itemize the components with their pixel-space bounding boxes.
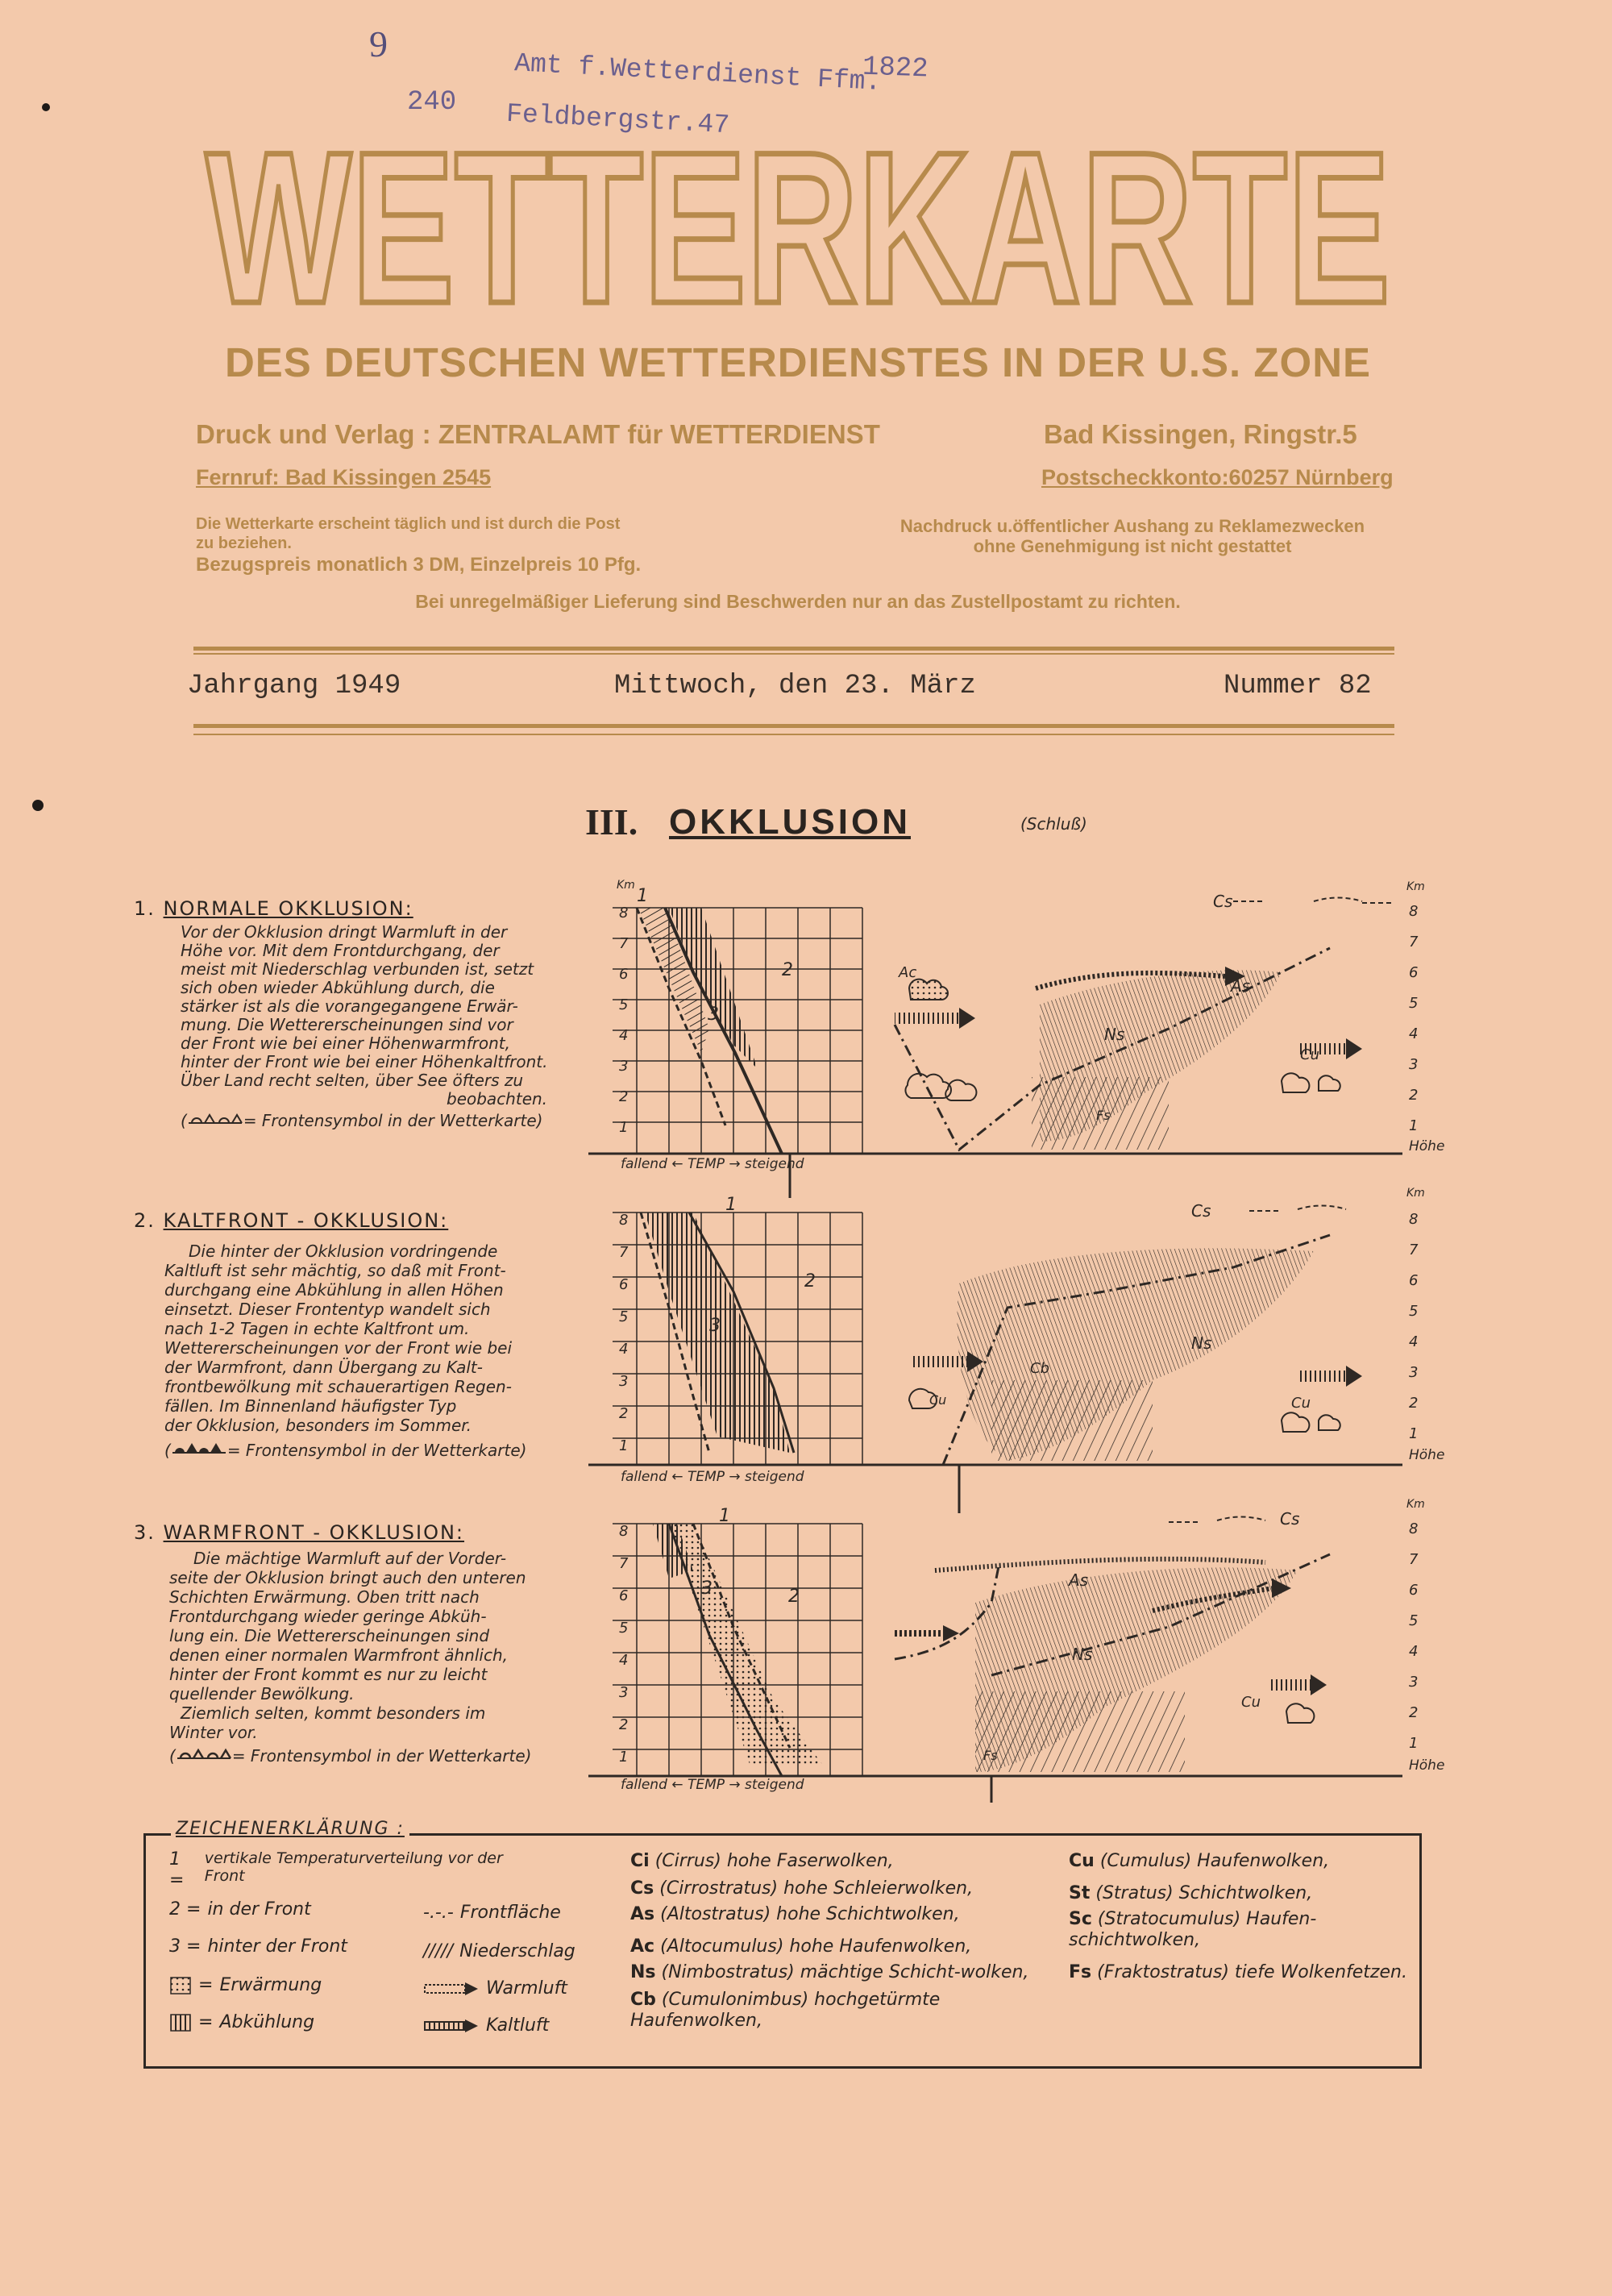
axis-tick: 1: [619, 1437, 629, 1454]
legend-col-3: [630, 1851, 1066, 2032]
arrowhead-icon: [959, 1008, 975, 1029]
axis-tick: 4: [619, 1027, 629, 1044]
symbol-note-text: = Frontensymbol in der Wetterkarte): [231, 1746, 532, 1766]
cloud-label-cu: Cu: [1291, 1395, 1311, 1412]
legend-text: Niederschlag: [459, 1941, 575, 1961]
cirrostratus-line: [1249, 1206, 1346, 1212]
legend-abbr: Sc: [1069, 1909, 1092, 1929]
axis-tick: 8: [619, 1212, 629, 1229]
text-line: Die hinter der Okklusion vordringende: [189, 1242, 498, 1261]
legend-abbr: Ci: [630, 1851, 650, 1871]
legend-col-4: [1069, 1851, 1407, 1983]
legend-key: 2 =: [169, 1899, 202, 1920]
axis-tick: 4: [619, 1652, 629, 1669]
axis-tick: 1: [619, 1119, 629, 1136]
axis-tick: 2: [619, 1716, 629, 1733]
legend-text: (Altostratus) hohe Schichtwolken,: [660, 1904, 960, 1924]
legend-abbr: St: [1069, 1883, 1091, 1903]
axis-tick: 6: [619, 1276, 629, 1293]
legend-text: (Stratocumulus) Haufen-schichtwolken,: [1069, 1909, 1317, 1950]
cloud-label-cu: Cu: [1300, 1046, 1319, 1063]
fallend-label: fallend: [621, 1469, 667, 1485]
cloud-label-cu: Cu: [929, 1392, 947, 1408]
reprint-notice: [866, 516, 1398, 556]
axis-tick: 4: [1409, 1333, 1419, 1350]
km-axis-label: Km: [1406, 1498, 1425, 1511]
warming-region: [669, 1524, 822, 1764]
axis-tick: 5: [1409, 1303, 1419, 1320]
section-heading: [134, 1209, 609, 1232]
article-title: OKKLUSION: [669, 802, 911, 842]
text-line: Schichten Erwärmung. Oben tritt nach: [169, 1587, 480, 1607]
text-line: denen einer normalen Warmfront ähnlich,: [169, 1645, 508, 1665]
axis-tick: 8: [1409, 1211, 1419, 1228]
legend-item: [169, 1849, 516, 1891]
temp-axis-label: fallend ← TEMP → steigend: [621, 1777, 804, 1793]
text-line: meist mit Niederschlag verbunden ist, setzt: [181, 959, 534, 979]
section-coldfront-occlusion: [134, 1209, 609, 1460]
legend-col-2: [423, 1903, 633, 2036]
text-line: Frontdurchgang wieder geringe Abküh-: [169, 1607, 487, 1626]
cirrostratus-line: [1233, 898, 1394, 904]
cloud-label-ac: Ac: [899, 964, 917, 981]
axis-tick: 6: [619, 1587, 629, 1604]
axis-tick: 8: [619, 1523, 629, 1540]
right-axis-ticks-1: [1409, 896, 1418, 1142]
legend-text: (Fraktostratus) tiefe Wolkenfetzen.: [1097, 1962, 1407, 1982]
axis-tick: 3: [619, 1058, 629, 1075]
legend-item: [630, 1962, 1066, 1983]
cloud-label-fs: Fs: [983, 1748, 998, 1763]
masthead-title-text: WETTERKARTE: [206, 137, 1390, 331]
legend-item: [630, 1878, 1066, 1899]
km-axis-label: Km: [617, 879, 635, 892]
text-line: mung. Die Wettererscheinungen sind vor: [181, 1015, 513, 1034]
text-line: quellender Bewölkung.: [169, 1684, 355, 1703]
publisher-line: Druck und Verlag : ZENTRALAMT für WETTERDIENST: [196, 419, 880, 449]
legend-text: (Nimbostratus) mächtige Schicht-wolken,: [661, 1962, 1029, 1982]
legend-item: [1069, 1883, 1407, 1904]
diagram-warmfront-occlusion: [588, 1506, 1459, 1804]
altocumulus-cloud-icon: [909, 980, 948, 1000]
cloud-label-fs: Fs: [1096, 1108, 1111, 1123]
legend-key: -.-.-: [423, 1903, 454, 1923]
legend-key: 3 =: [169, 1936, 202, 1957]
issue-number: Nummer 82: [1224, 671, 1372, 701]
legend-abbr: Fs: [1069, 1962, 1092, 1982]
axis-tick: 1: [1409, 1117, 1419, 1134]
curve-label-1: 1: [637, 886, 648, 906]
legend-text: (Cirrostratus) hohe Schleierwolken,: [659, 1878, 974, 1899]
issue-volume: Jahrgang 1949: [187, 671, 401, 701]
legend-abbr: Cb: [630, 1990, 656, 2010]
axis-tick: 6: [1409, 964, 1419, 981]
diagram-coldfront-occlusion: [588, 1195, 1459, 1517]
cumulus-cloud-icon: [1282, 1412, 1309, 1432]
axis-tick: 5: [1409, 995, 1419, 1012]
axis-tick: 8: [1409, 903, 1419, 920]
symbol-note-text: = Frontensymbol in der Wetterkarte): [243, 1111, 543, 1130]
axis-tick: 7: [619, 1244, 629, 1261]
steigend-label: steigend: [745, 1777, 804, 1793]
subscription-line: Die Wetterkarte erscheint täglich und ist durch die Post: [196, 515, 621, 533]
fallend-label: fallend: [621, 1156, 667, 1172]
axis-tick: 3: [1409, 1364, 1419, 1381]
handwritten-number-240: 240: [407, 87, 457, 118]
section-heading: [134, 897, 585, 920]
cloud-label-as: As: [1231, 976, 1251, 996]
legend-item: [423, 1941, 633, 1962]
cumulus-cloud-icon: [1319, 1075, 1340, 1091]
cold-air-arrow-icon: [1270, 1679, 1311, 1691]
km-axis-label: Km: [1406, 1187, 1425, 1200]
axis-tick: 2: [1409, 1395, 1419, 1412]
precipitation: [975, 1691, 1185, 1772]
text-line: der Okklusion, besonders im Sommer.: [164, 1416, 472, 1435]
cloud-label-ns: Ns: [1104, 1025, 1125, 1044]
text-line: hinter der Front wie bei einer Höhenkaltfront.: [181, 1052, 548, 1071]
left-axis-ticks-1: [619, 898, 628, 1143]
curve-label-1: 1: [719, 1506, 730, 1526]
legend-abbr: Ns: [630, 1962, 656, 1982]
cumulus-cloud-icon: [1286, 1703, 1314, 1723]
axis-tick: 3: [619, 1684, 629, 1701]
axis-tick: 2: [619, 1088, 629, 1105]
cold-air-arrow-icon: [895, 1013, 959, 1024]
text-line: der Warmfront, dann Übergang zu Kalt-: [164, 1358, 483, 1377]
article-roman: III.: [585, 801, 638, 842]
section-heading-text: NORMALE OKKLUSION:: [163, 897, 413, 920]
legend-abbr: Cs: [630, 1878, 654, 1899]
axis-tick: 6: [619, 966, 629, 983]
axis-tick: 4: [1409, 1025, 1419, 1042]
header-rule-top-thin: [193, 653, 1394, 655]
left-axis-ticks-2: [619, 1204, 628, 1462]
diagram-normal-occlusion: [588, 884, 1459, 1198]
punch-mark: [32, 800, 44, 811]
temp-label: TEMP: [687, 1156, 725, 1172]
subscription-line: zu beziehen.: [196, 534, 292, 552]
axis-tick: 6: [1409, 1582, 1419, 1599]
axis-tick: 5: [619, 996, 629, 1013]
legend-abbr: As: [630, 1904, 655, 1924]
page-number-pencil: 9: [369, 23, 388, 64]
right-axis-ticks-3: [1409, 1514, 1418, 1759]
legend-text: hinter der Front: [207, 1936, 347, 1957]
legend-item: [423, 2015, 633, 2036]
axis-tick: 1: [1409, 1425, 1419, 1442]
legend-abbr: Cu: [1069, 1851, 1095, 1871]
issue-date: Mittwoch, den 23. März: [614, 671, 976, 701]
text-line: fällen. Im Binnenland häufigster Typ: [164, 1396, 457, 1416]
left-axis-ticks-3: [619, 1516, 628, 1774]
cold-air-arrow-icon: [1298, 1371, 1346, 1382]
cloud-label-cs: Cs: [1191, 1201, 1211, 1221]
legend-key: 1 =: [169, 1849, 185, 1890]
text-line: beobachten.: [447, 1089, 548, 1108]
text-line: Kaltluft ist sehr mächtig, so daß mit Front-: [164, 1261, 506, 1280]
axis-tick: 8: [1409, 1520, 1419, 1537]
axis-tick: 7: [1409, 934, 1419, 950]
temp-label: TEMP: [687, 1777, 725, 1793]
legend-item: [630, 1990, 1066, 2032]
cloud-label-cs: Cs: [1280, 1509, 1300, 1529]
cold-air-arrow-icon: [423, 2018, 480, 2034]
cloud-label-cb: Cb: [1030, 1360, 1049, 1377]
warming-swatch-icon: [169, 1976, 192, 1995]
fallend-label: fallend: [621, 1777, 667, 1793]
axis-tick: 3: [619, 1373, 629, 1390]
legend-item: [423, 1978, 633, 1999]
complaints-line: Bei unregelmäßiger Lieferung sind Beschwerden nur an das Zustellpostamt zu richten.: [415, 591, 1181, 612]
text-line: stärker ist als die vorangegangene Erwär-: [181, 996, 518, 1016]
axis-tick: 2: [1409, 1704, 1419, 1721]
cooling-swatch-icon: [169, 2013, 192, 2032]
legend-text: Frontfläche: [459, 1903, 561, 1923]
legend-text: (Stratus) Schichtwolken,: [1095, 1883, 1313, 1903]
legend-item: [630, 1904, 1066, 1925]
curve-label-2: 2: [788, 1587, 800, 1607]
curve-label-3: 3: [701, 1578, 713, 1599]
text-line: nach 1-2 Tagen in echte Kaltfront um.: [164, 1319, 470, 1338]
temp-label: TEMP: [687, 1469, 725, 1485]
axis-tick: 7: [619, 1555, 629, 1572]
section-warmfront-occlusion: [134, 1521, 609, 1766]
cumulus-cloud-icon: [945, 1080, 976, 1100]
stamp-line-2: Feldbergstr.47: [505, 98, 731, 141]
front-symbol-icon: [187, 1110, 243, 1126]
right-axis-ticks-2: [1409, 1204, 1418, 1450]
symbol-note: ( = Frontensymbol in der Wetterkarte): [181, 1111, 543, 1130]
legend-key: =: [198, 2012, 214, 2032]
legend-item: [1069, 1851, 1407, 1872]
legend-text: (Cumulonimbus) hochgetürmte Haufenwolken,: [630, 1990, 941, 2031]
front-symbol-icon: [176, 1745, 232, 1762]
axis-tick: 4: [619, 1341, 629, 1358]
axis-tick: 4: [1409, 1643, 1419, 1660]
header-rule-top: [193, 647, 1394, 651]
warm-air-arrow-icon: [423, 1981, 480, 1997]
text-line: Höhe vor. Mit dem Frontdurchgang, der: [181, 941, 500, 960]
axis-tick: 2: [1409, 1087, 1419, 1104]
section-number: 2.: [134, 1209, 156, 1232]
masthead-subtitle: DES DEUTSCHEN WETTERDIENSTES IN DER U.S. ZONE: [224, 339, 1372, 385]
symbol-note: ( = Frontensymbol in der Wetterkarte): [164, 1441, 527, 1460]
legend-text: in der Front: [207, 1899, 311, 1920]
text-line: Wettererscheinungen vor der Front wie bei: [164, 1338, 513, 1358]
section-body: [134, 1242, 609, 1460]
cumulus-cloud-icon: [1282, 1073, 1309, 1092]
arrowhead-icon: [1311, 1674, 1327, 1695]
temp-axis-label: fallend ← TEMP → steigend: [621, 1156, 804, 1172]
legend-item: [1069, 1962, 1407, 1983]
article-note: (Schluß): [1020, 814, 1087, 834]
price-line: Bezugspreis monatlich 3 DM, Einzelpreis 10 Pfg.: [196, 554, 642, 576]
text-line: sich oben wieder Abkühlung durch, die: [181, 978, 495, 997]
legend-item: [630, 1936, 1066, 1957]
steigend-label: steigend: [745, 1156, 804, 1172]
cloud-label-cu: Cu: [1241, 1694, 1261, 1711]
text-line: durchgang eine Abkühlung in allen Höhen: [164, 1280, 504, 1300]
text-line: lung ein. Die Wettererscheinungen sind: [169, 1626, 490, 1645]
text-line: Vor der Okklusion dringt Warmluft in der: [181, 922, 508, 942]
temp-axis-label: fallend ← TEMP → steigend: [621, 1469, 804, 1485]
axis-tick: 8: [619, 905, 629, 921]
text-line: hinter der Front kommt es nur zu leicht: [169, 1665, 488, 1684]
legend-title: ZEICHENERKLÄRUNG :: [171, 1819, 409, 1839]
text-line: einsetzt. Dieser Frontentyp wandelt sich: [164, 1300, 491, 1319]
subscription-info: [196, 514, 641, 577]
curve-label-2: 2: [782, 960, 793, 980]
stamp-line-1: Amt f.Wetterdienst Ffm.: [513, 48, 883, 98]
front-symbol-icon: [171, 1440, 227, 1456]
axis-tick: 1: [619, 1749, 629, 1766]
axis-tick: 1: [1409, 1735, 1419, 1752]
text-line: Ziemlich selten, kommt besonders im: [181, 1703, 486, 1723]
reprint-line: Nachdruck u.öffentlicher Aushang zu Reklamezwecken: [899, 516, 1365, 536]
legend-text: Erwärmung: [219, 1975, 322, 1995]
section-heading: [134, 1521, 609, 1544]
cumulus-cloud-icon: [905, 1074, 951, 1098]
curve-label-3: 3: [709, 1316, 721, 1336]
text-line: Die mächtige Warmluft auf der Vorder-: [193, 1549, 507, 1568]
arrowhead-icon: [943, 1625, 959, 1641]
cirrostratus-line: [1169, 1517, 1265, 1523]
axis-tick: 2: [619, 1405, 629, 1422]
axis-tick: 3: [1409, 1056, 1419, 1073]
section-heading-text: WARMFRONT - OKKLUSION:: [163, 1521, 465, 1544]
section-heading-text: KALTFRONT - OKKLUSION:: [163, 1209, 449, 1232]
header-rule-bottom: [193, 724, 1394, 728]
legend-item: [423, 1903, 633, 1924]
legend-text: (Cirrus) hohe Faserwolken,: [654, 1851, 894, 1871]
steigend-label: steigend: [745, 1469, 804, 1485]
masthead-title: [193, 137, 1402, 331]
axis-tick: 7: [1409, 1242, 1419, 1258]
axis-tick: 5: [619, 1308, 629, 1325]
reprint-line: ohne Genehmigung ist nicht gestattet: [973, 536, 1292, 556]
cumulus-cloud-icon: [1319, 1415, 1340, 1430]
cloud-label-ns: Ns: [1072, 1645, 1093, 1664]
symbol-note: ( = Frontensymbol in der Wetterkarte): [169, 1746, 532, 1766]
arrowhead-icon: [1346, 1366, 1362, 1387]
axis-tick: 5: [619, 1620, 629, 1637]
axis-tick: 7: [619, 935, 629, 952]
text-line: seite der Okklusion bringt auch den unteren: [169, 1568, 526, 1587]
axis-tick: 5: [1409, 1612, 1419, 1629]
handwritten-number-1822: 1822: [862, 52, 929, 85]
legend-text: (Altocumulus) hohe Haufenwolken,: [660, 1936, 972, 1957]
cloud-label-ns: Ns: [1191, 1333, 1212, 1353]
arrowhead-icon: [1346, 1038, 1362, 1059]
text-line: Über Land recht selten, über See öfters zu: [181, 1071, 524, 1090]
legend-text: vertikale Temperaturverteilung vor der Front: [204, 1849, 503, 1885]
postal-account: Postscheckkonto:60257 Nürnberg: [1041, 465, 1394, 489]
legend-text: Abkühlung: [219, 2012, 315, 2032]
legend-key: /////: [423, 1941, 454, 1961]
axis-tick: 6: [1409, 1272, 1419, 1289]
section-body: [134, 923, 585, 1130]
legend-text: Warmluft: [486, 1978, 567, 1999]
height-axis-label: Höhe: [1409, 1138, 1445, 1154]
section-number: 1.: [134, 897, 156, 920]
legend-abbr: Ac: [630, 1936, 655, 1957]
precipitation: [991, 1380, 1153, 1461]
curve-label-1: 1: [725, 1195, 737, 1215]
legend-item: [1069, 1909, 1407, 1951]
legend-text: (Cumulus) Haufenwolken,: [1099, 1851, 1330, 1871]
publisher-address: Bad Kissingen, Ringstr.5: [1044, 419, 1357, 449]
section-body: [134, 1549, 609, 1766]
legend-text: Kaltluft: [486, 2015, 550, 2036]
text-line: Winter vor.: [169, 1723, 258, 1742]
height-axis-label: Höhe: [1409, 1757, 1445, 1774]
cold-air-arrow-icon: [911, 1356, 967, 1367]
legend-item: [630, 1851, 1066, 1872]
km-axis-label: Km: [1406, 880, 1425, 893]
curve-label-3: 3: [708, 1004, 719, 1025]
axis-tick: 7: [1409, 1551, 1419, 1568]
text-line: frontbewölkung mit schauerartigen Regen-: [164, 1377, 512, 1396]
curve-label-2: 2: [804, 1271, 816, 1292]
legend-key: =: [198, 1975, 214, 1995]
header-rule-bottom-thin: [193, 734, 1394, 735]
text-line: der Front wie bei einer Höhenwarmfront,: [181, 1034, 510, 1053]
height-axis-label: Höhe: [1409, 1447, 1445, 1463]
cloud-label-as: As: [1069, 1570, 1089, 1590]
cloud-label-cs: Cs: [1213, 892, 1233, 911]
axis-tick: 3: [1409, 1674, 1419, 1691]
phone-line: Fernruf: Bad Kissingen 2545: [196, 465, 492, 489]
section-normal-occlusion: [134, 897, 585, 1130]
section-number: 3.: [134, 1521, 156, 1544]
punch-mark: [42, 103, 50, 111]
symbol-note-text: = Frontensymbol in der Wetterkarte): [226, 1441, 527, 1460]
